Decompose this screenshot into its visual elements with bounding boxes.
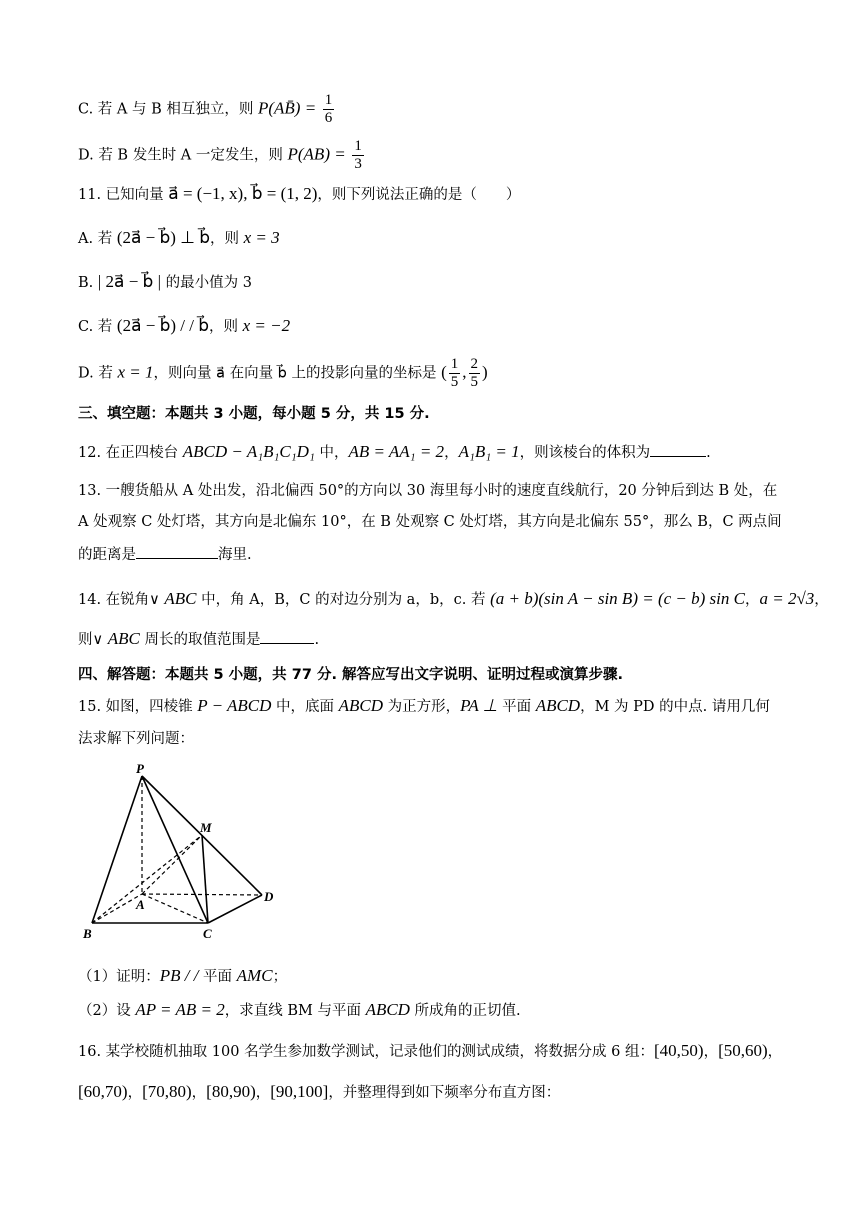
question-15-part-1: （1）证明：PB / / 平面 AMC； — [78, 966, 288, 985]
segment-bm — [92, 835, 202, 923]
option-10d: D. 若 B 发生时 A 一定发生，则 P(AB) = $\frac{1}{3}$ — [78, 138, 362, 172]
label-m: M — [200, 820, 212, 835]
label-d: D — [264, 889, 274, 904]
label-c: C — [203, 926, 212, 941]
edge-pb — [92, 776, 142, 923]
question-15-line-2: 法求解下列问题： — [78, 731, 194, 747]
edge-ad — [142, 894, 262, 895]
edge-cd — [208, 895, 262, 923]
question-15-line-1: 15. 如图，四棱锥 P − ABCD 中，底面 ABCD 为正方形，PA ⊥ 平面 ABCD，M 为 PD 的中点. 请用几何 — [78, 696, 770, 715]
question-14-line-2: 则∨ ABC 周长的取值范围是 . — [78, 629, 320, 648]
section-4-heading: 四、解答题：本题共 5 小题，共 77 分. 解答应写出文字说明、证明过程或演算步骤. — [78, 667, 624, 683]
question-13-line-2: A 处观察 C 处灯塔，其方向是北偏东 10°，在 B 处观察 C 处灯塔，其方向是北偏东 55°，那么 B，C 两点间 — [78, 514, 782, 530]
answer-blank — [650, 442, 706, 457]
fraction: $\frac{1}{5}$ — [450, 356, 459, 390]
option-11d: D. 若 x = 1，则向量 a⃗ 在向量 b⃗ 上的投影向量的坐标是 ( $\frac{1}{5}$ , $\frac{2}{5}$ ) — [78, 356, 488, 390]
question-13-line-1: 13. 一艘货船从 A 处出发，沿北偏西 50°的方向以 30 海里每小时的速度直线航行，20 分钟后到达 B 处，在 — [78, 483, 778, 499]
option-11a: A. 若 (2a⃗ − b⃗) ⊥ b⃗，则 x = 3 — [78, 228, 280, 247]
option-11b: B. | 2a⃗ − b⃗ | 的最小值为 3 — [78, 272, 252, 291]
fraction: $\frac{2}{5}$ — [470, 356, 479, 390]
question-15-part-2: （2）设 AP = AB = 2，求直线 BM 与平面 ABCD 所成角的正切值. — [78, 1000, 521, 1019]
question-16-line-1: 16. 某学校随机抽取 100 名学生参加数学测试，记录他们的测试成绩，将数据分成 6 组：[40,50)，[50,60)， — [78, 1041, 783, 1060]
question-16-line-2: [60,70)，[70,80)，[80,90)，[90,100]，并整理得到如下频率分布直方图： — [78, 1082, 561, 1101]
question-13-line-3: 的距离是 海里. — [78, 544, 252, 565]
label-p: P — [136, 762, 144, 776]
answer-blank — [260, 629, 314, 644]
question-12: 12. 在正四棱台 ABCD − A₁B₁C₁D₁ 中，AB = AA₁ = 2，A₁B₁ = 1，则该棱台的体积为 . — [78, 442, 711, 461]
section-3-heading: 三、填空题：本题共 3 小题，每小题 5 分，共 15 分. — [78, 406, 430, 422]
answer-blank — [136, 544, 218, 559]
diagonal-ac — [142, 894, 208, 923]
question-11: 11. 已知向量 a⃗ = (−1, x), b⃗ = (1, 2)，则下列说法正确的是（ ） — [78, 184, 521, 203]
pyramid-figure — [80, 762, 280, 942]
option-10c: C. 若 A 与 B 相互独立，则 P(AB̄) = $\frac{1}{6}$ — [78, 92, 333, 126]
edge-pc — [142, 776, 208, 923]
question-14-line-1: 14. 在锐角∨ ABC 中，角 A，B，C 的对边分别为 a，b，c. 若 (a + b)(sin A − sin B) = (c − b) sin C，a = 2√3， — [78, 589, 829, 608]
fraction: $\frac{1}{6}$ — [324, 92, 333, 126]
edge-ba — [92, 894, 142, 923]
fraction: $\frac{1}{3}$ — [354, 138, 362, 172]
label-b: B — [83, 926, 92, 941]
option-11c: C. 若 (2a⃗ − b⃗) / / b⃗，则 x = −2 — [78, 316, 291, 335]
label-a: A — [136, 897, 145, 912]
